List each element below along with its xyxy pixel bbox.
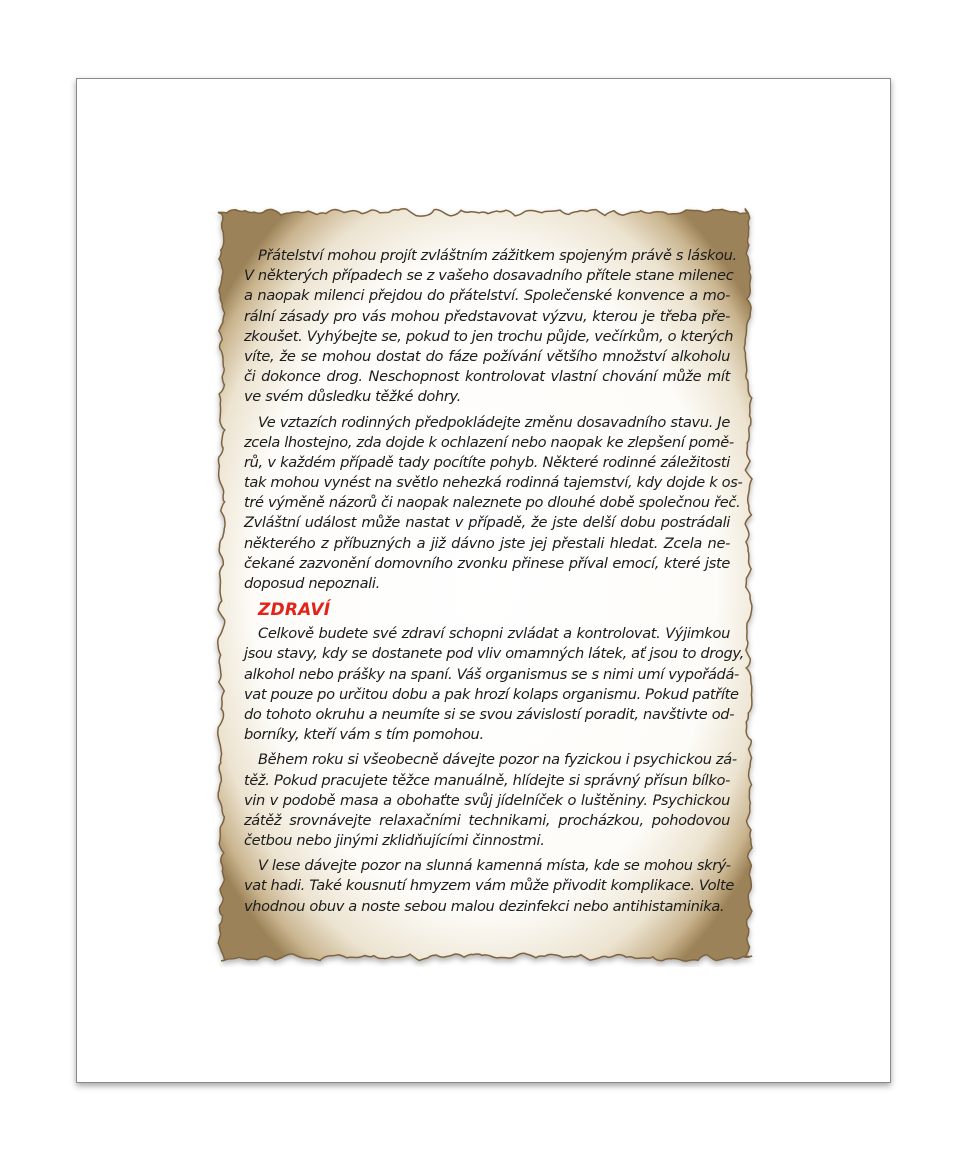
text-line: vat hadi. Také kousnutí hmyzem vám může přivodit komplikace. Volte xyxy=(244,877,734,895)
text-line: Zvláštní událost může nastat v případě, že jste delší dobu postrádali xyxy=(244,514,730,532)
paragraph xyxy=(244,246,737,408)
text-line: alkohol nebo prášky na spaní. Váš organismus se s nimi umí vypořádá- xyxy=(244,665,739,683)
text-line: rů, v každém případě tady pocítíte pohyb. Některé rodinné záležitosti xyxy=(244,453,730,471)
text-line: či dokonce drog. Neschopnost kontrolovat vlastní chování může mít xyxy=(244,368,730,386)
text-line: vat pouze po určitou dobu a pak hrozí kolaps organismu. Pokud patříte xyxy=(244,685,739,703)
text-line: Ve vztazích rodinných předpokládejte změnu dosavadního stavu. Je xyxy=(258,413,730,431)
text-line: jsou stavy, kdy se dostanete pod vliv omamných látek, ať jsou to drogy, xyxy=(244,645,744,663)
text-line: vin v podobě masa a obohaťte svůj jídelníček o luštěniny. Psychickou xyxy=(244,791,730,809)
text-line: víte, že se mohou dostat do fáze požívání většího množství alkoholu xyxy=(244,347,730,365)
text-line: a naopak milenci přejdou do přátelství. Společenské konvence a mo- xyxy=(244,287,730,305)
text-line: vhodnou obuv a noste sebou malou dezinfekci nebo antihistaminika. xyxy=(244,897,725,915)
text-line: čekané zazvonění domovního zvonku přinese příval emocí, které jste xyxy=(244,554,730,572)
paragraphs-after xyxy=(244,624,744,917)
text-line: rální zásady pro vás mohou představovat výzvu, kterou je třeba pře- xyxy=(244,307,730,325)
text-line: zcela lhostejno, zda dojde k ochlazení nebo naopak ke zlepšení pomě- xyxy=(244,433,734,451)
text-line: četbou nebo jinými zklidňujícími činnostmi. xyxy=(244,832,545,850)
text-line: zkoušet. Vyhýbejte se, pokud to jen trochu půjde, večírkům, o kterých xyxy=(244,327,734,345)
text-line: tak mohou vynést na světlo nehezká rodinná tajemství, kdy dojde k os- xyxy=(244,474,743,492)
text-line: zátěž srovnávejte relaxačními technikami, procházkou, pohodovou xyxy=(244,811,730,829)
document-text xyxy=(244,246,744,917)
text-line: do tohoto okruhu a neumíte si se svou závislostí poradit, navštivte od- xyxy=(244,705,735,723)
paragraph xyxy=(244,624,744,745)
text-line: borníky, kteří vám s tím pomohou. xyxy=(244,726,484,744)
text-line: Během roku si všeobecně dávejte pozor na fyzickou i psychickou zá- xyxy=(258,751,737,769)
paragraph xyxy=(244,413,743,595)
text-line: těž. Pokud pracujete těžce manuálně, hlídejte si správný přísun bílko- xyxy=(244,771,730,789)
text-line: V některých případech se z vašeho dosavadního přítele stane milenec xyxy=(244,267,734,285)
text-line: doposud nepoznali. xyxy=(244,575,380,592)
text-line: V lese dávejte pozor na slunná kamenná místa, kde se mohou skrý- xyxy=(258,857,731,875)
text-line: tré výměně názorů či naopak naleznete po dlouhé době společnou řeč. xyxy=(244,494,741,512)
paragraph xyxy=(244,750,737,851)
section-heading-zdravi: ZDRAVÍ xyxy=(258,600,331,621)
text-line: ve svém důsledku těžké dohry. xyxy=(244,388,461,406)
text-line: Přátelství mohou projít zvláštním zážitkem spojeným právě s láskou. xyxy=(258,247,737,264)
paragraph xyxy=(244,856,734,917)
text-line: Celkově budete své zdraví schopni zvládat a kontrolovat. Výjimkou xyxy=(258,625,730,643)
text-line: některého z příbuzných a již dávno jste jej přestali hledat. Zcela ne- xyxy=(244,534,730,552)
paragraphs-before xyxy=(244,246,743,594)
